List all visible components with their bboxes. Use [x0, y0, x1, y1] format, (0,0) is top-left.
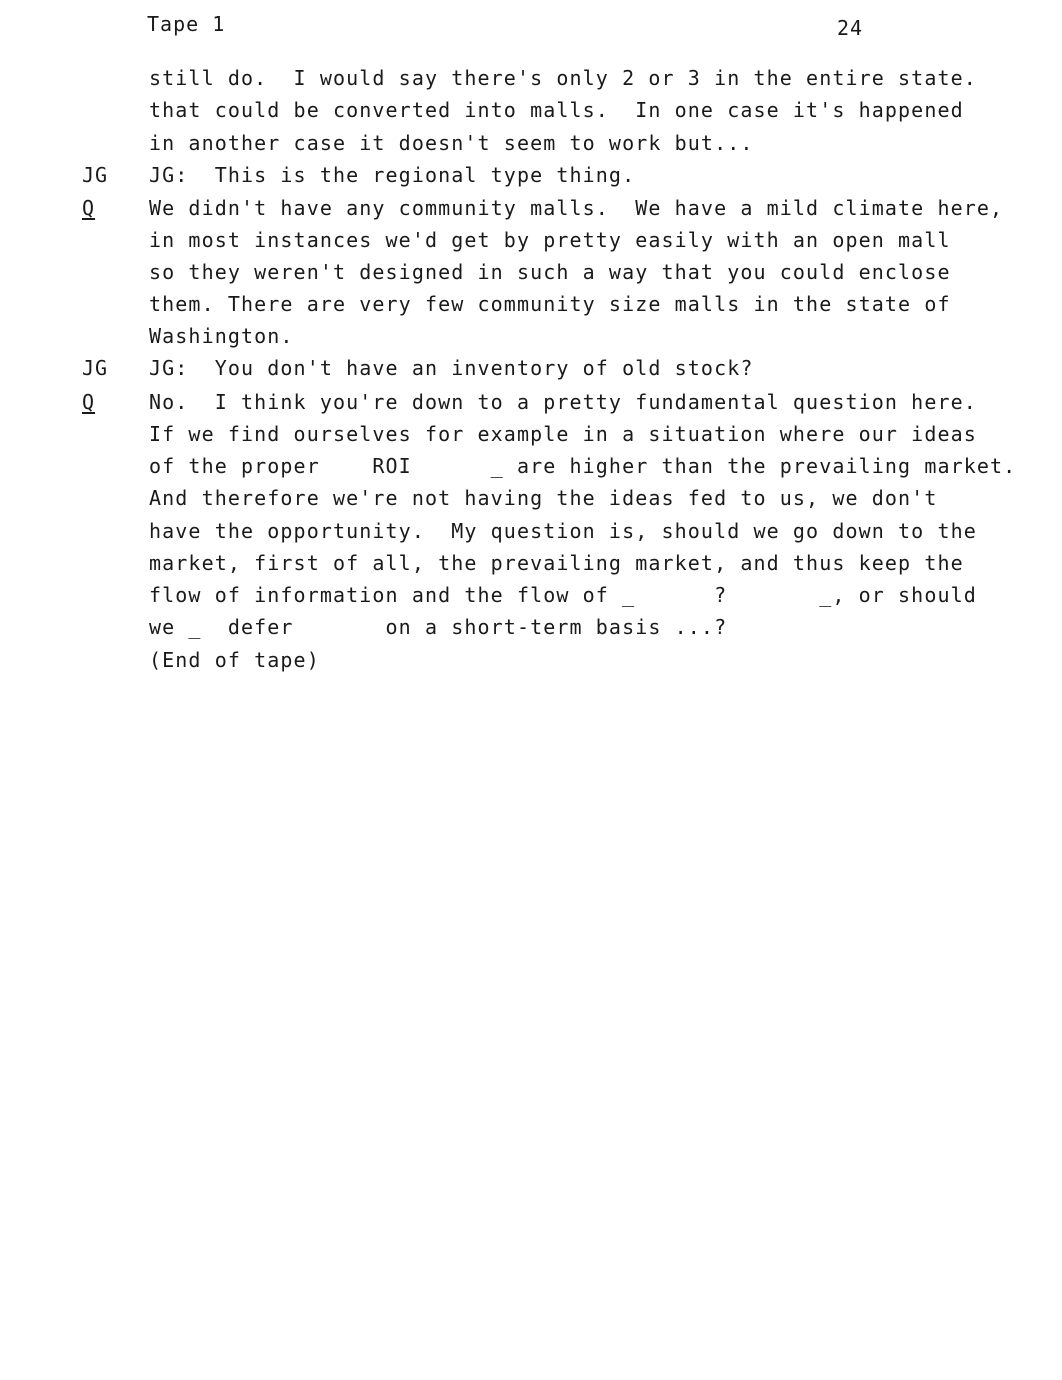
transcript-line: in most instances we'd get by pretty easily with an open mall: [149, 228, 951, 252]
speaker-label-jg: JG: [82, 356, 109, 380]
transcript-line: If we find ourselves for example in a situation where our ideas: [149, 422, 977, 446]
transcript-line: of the proper ROI _ are higher than the prevailing market.: [149, 454, 1017, 478]
transcript-line: flow of information and the flow of _ ? _, or should: [149, 583, 977, 607]
speaker-label-q: Q: [82, 196, 96, 220]
transcript-line: And therefore we're not having the ideas fed to us, we don't: [149, 486, 938, 510]
transcript-line: Washington.: [149, 324, 294, 348]
transcript-line-end: (End of tape): [149, 648, 320, 672]
tape-label: Tape 1: [147, 12, 226, 36]
transcript-line: JG: This is the regional type thing.: [149, 163, 636, 187]
transcript-line: that could be converted into malls. In one case it's happened: [149, 98, 964, 122]
transcript-line: JG: You don't have an inventory of old stock?: [149, 356, 754, 380]
transcript-line: We didn't have any community malls. We have a mild climate here,: [149, 196, 1004, 220]
transcript-line: market, first of all, the prevailing market, and thus keep the: [149, 551, 964, 575]
page-number: 24: [837, 16, 864, 40]
speaker-label-q: Q: [82, 390, 96, 414]
transcript-line: still do. I would say there's only 2 or 3 in the entire state.: [149, 66, 977, 90]
transcript-line: No. I think you're down to a pretty fundamental question here.: [149, 390, 977, 414]
transcript-line: in another case it doesn't seem to work but...: [149, 131, 754, 155]
speaker-label-jg: JG: [82, 163, 109, 187]
transcript-line: have the opportunity. My question is, should we go down to the: [149, 519, 977, 543]
transcript-line: so they weren't designed in such a way that you could enclose: [149, 260, 951, 284]
transcript-line: them. There are very few community size malls in the state of: [149, 292, 951, 316]
transcript-line: we _ defer on a short-term basis ...?: [149, 615, 728, 639]
